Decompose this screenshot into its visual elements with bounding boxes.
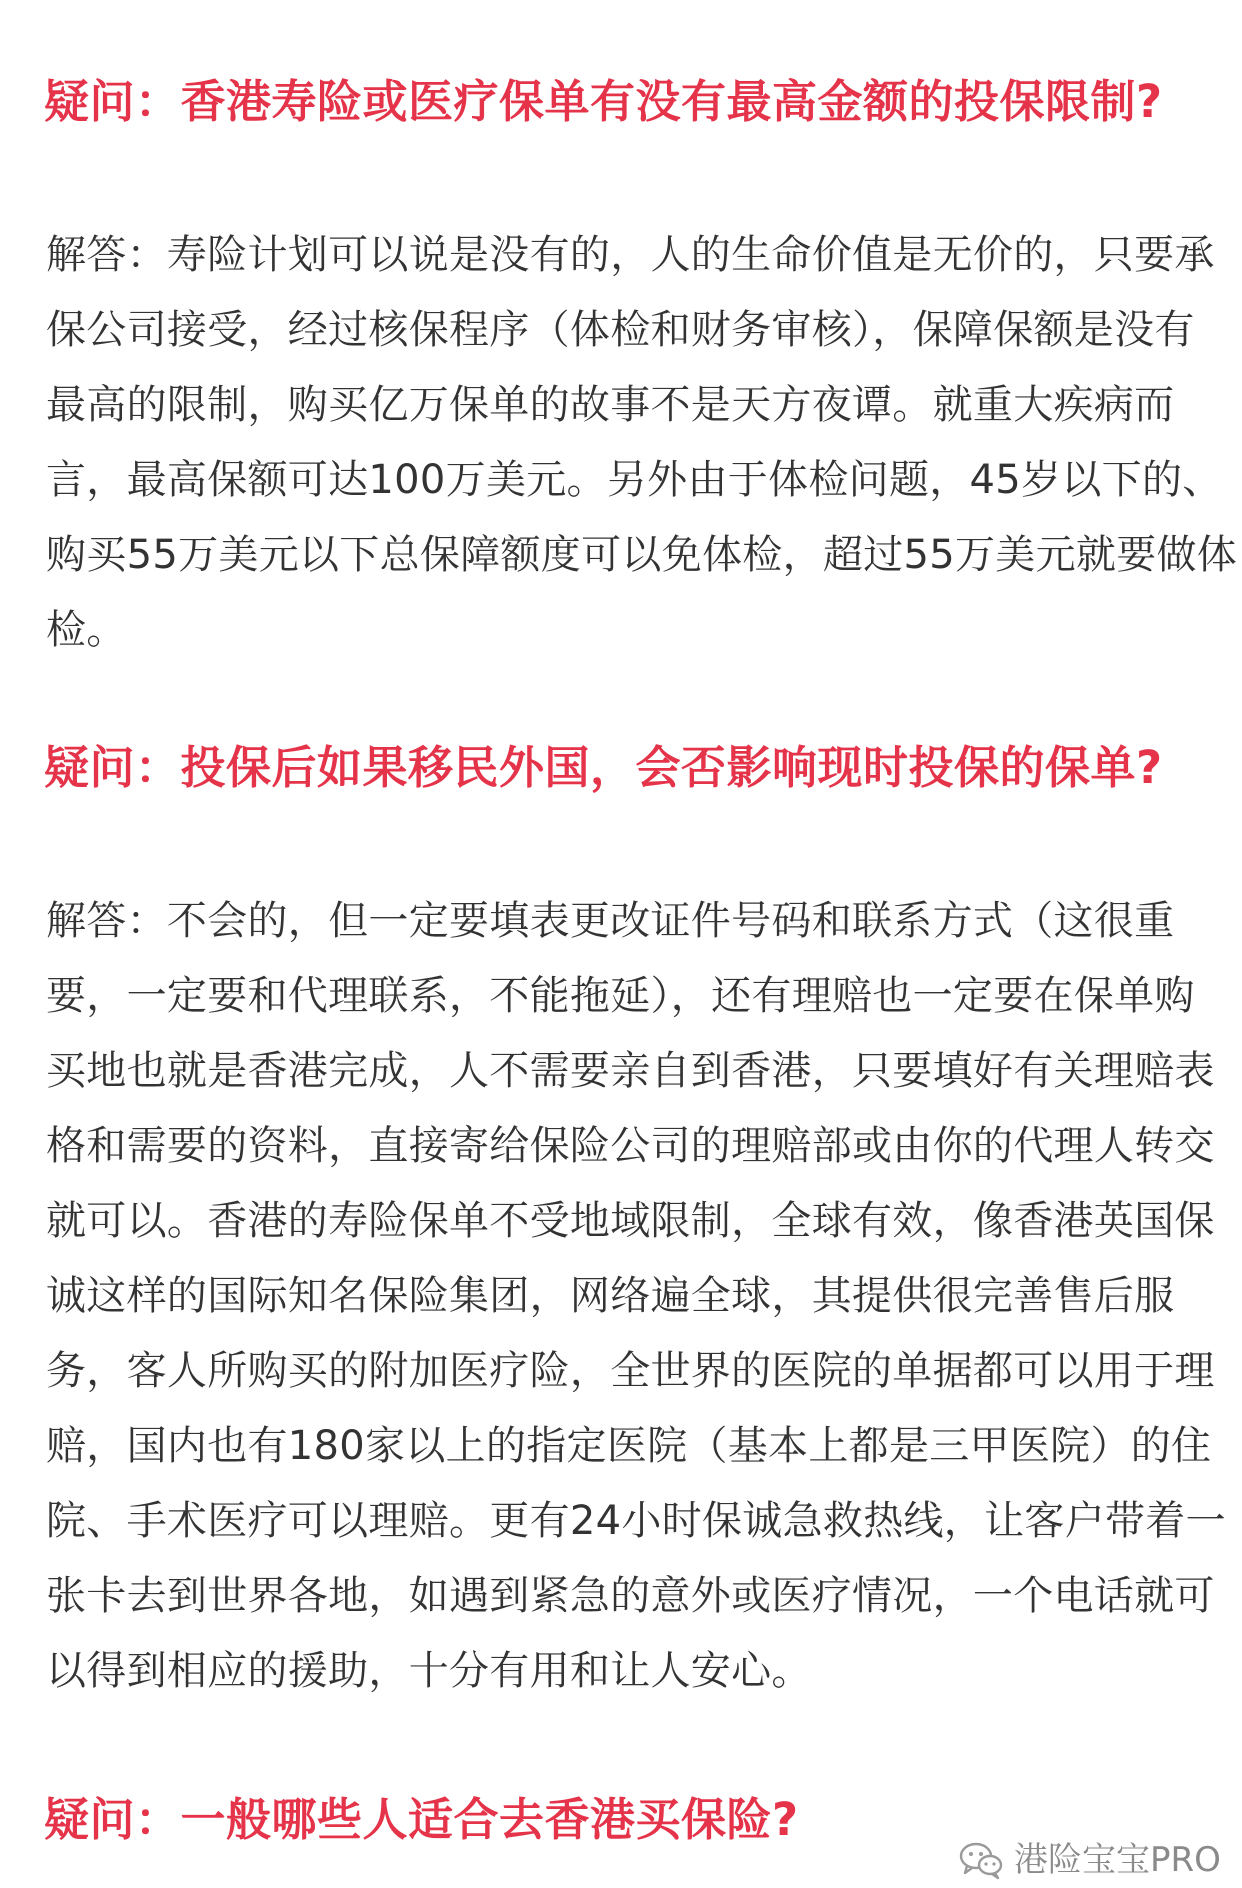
answer-line: 院、手术医疗可以理赔。更有24小时保诚急救热线，让客户带着一 xyxy=(46,1498,1226,1544)
answer-line: 诚这样的国际知名保险集团，网络遍全球，其提供很完善售后服 xyxy=(46,1273,1175,1319)
answer-line: 就可以。香港的寿险保单不受地域限制，全球有效，像香港英国保 xyxy=(46,1198,1215,1244)
answer-line: 以得到相应的援助，十分有用和让人安心。 xyxy=(46,1648,812,1694)
answer-line: 格和需要的资料，直接寄给保险公司的理赔部或由你的代理人转交 xyxy=(46,1123,1215,1169)
answer-line: 保公司接受，经过核保程序（体检和财务审核），保障保额是没有 xyxy=(46,307,1195,353)
account-watermark xyxy=(958,1838,1221,1882)
answer-paragraph xyxy=(46,884,1226,1709)
answer-line: 言，最高保额可达100万美元。另外由于体检问题，45岁以下的、 xyxy=(46,457,1223,503)
answer-line: 务，客人所购买的附加医疗险，全世界的医院的单据都可以用于理 xyxy=(46,1348,1215,1394)
answer-paragraph xyxy=(46,218,1238,668)
answer-line: 赔，国内也有180家以上的指定医院（基本上都是三甲医院）的住 xyxy=(46,1423,1212,1469)
watermark-text: 港险宝宝PRO xyxy=(1014,1840,1221,1880)
answer-line: 购买55万美元以下总保障额度可以免体检，超过55万美元就要做体 xyxy=(46,532,1238,578)
question-heading: 疑问：投保后如果移民外国，会否影响现时投保的保单? xyxy=(44,741,1163,794)
wechat-icon xyxy=(958,1840,1004,1880)
answer-line: 张卡去到世界各地，如遇到紧急的意外或医疗情况，一个电话就可 xyxy=(46,1573,1215,1619)
answer-line: 买地也就是香港完成，人不需要亲自到香港，只要填好有关理赔表 xyxy=(46,1048,1215,1094)
answer-line: 最高的限制，购买亿万保单的故事不是天方夜谭。就重大疾病而 xyxy=(46,382,1175,428)
question-heading: 疑问：一般哪些人适合去香港买保险? xyxy=(44,1793,799,1846)
answer-line: 检。 xyxy=(46,607,127,653)
answer-line: 解答：不会的，但一定要填表更改证件号码和联系方式（这很重 xyxy=(46,898,1175,944)
answer-line: 解答：寿险计划可以说是没有的，人的生命价值是无价的，只要承 xyxy=(46,232,1215,278)
answer-line: 要，一定要和代理联系，不能拖延），还有理赔也一定要在保单购 xyxy=(46,973,1195,1019)
question-heading: 疑问：香港寿险或医疗保单有没有最高金额的投保限制? xyxy=(44,75,1163,128)
